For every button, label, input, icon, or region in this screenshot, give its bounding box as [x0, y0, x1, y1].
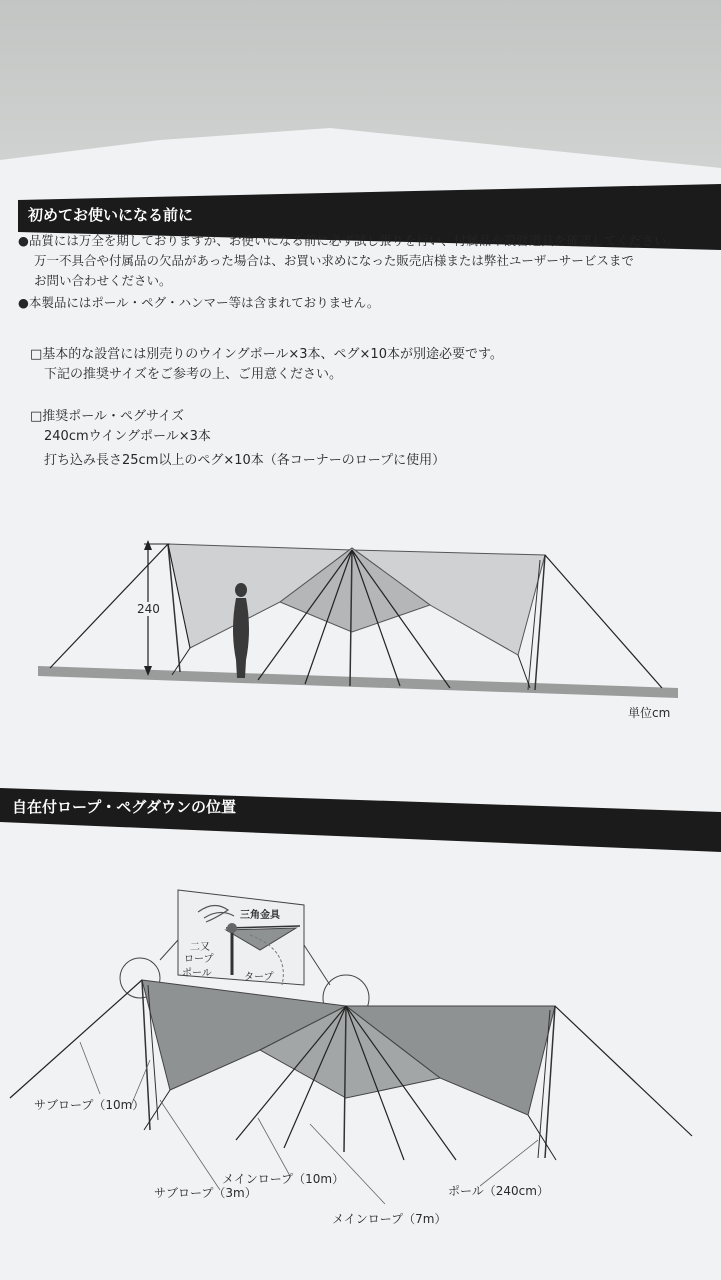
note-recommended-pole: 240cmウイングポール×3本	[44, 429, 211, 444]
inset-label-triangle-fitting: 三角金具	[240, 910, 280, 921]
label-main-rope-10m: メインロープ（10m）	[222, 1172, 345, 1186]
note-recommended-title: □推奨ポール・ペグサイズ	[30, 409, 184, 424]
inset-label-fork-rope-1: 二又	[190, 942, 210, 953]
inset-label-fork-rope-2: ロープ	[184, 954, 214, 965]
note-required-items-line2: 下記の推奨サイズをご参考の上、ご用意ください。	[44, 367, 342, 382]
section-heading-rope-position: 自在付ロープ・ペグダウンの位置	[12, 797, 236, 816]
bullet-quality-line2: 万一不具合や付属品の欠品があった場合は、お買い求めになった販売店様または弊社ユーザーサービスまで	[34, 253, 634, 268]
inset-label-tarp: タープ	[244, 972, 274, 983]
unit-label: 単位cm	[628, 706, 671, 720]
label-main-rope-7m: メインロープ（7m）	[332, 1212, 447, 1226]
label-pole-240: ポール（240cm）	[448, 1184, 549, 1198]
height-label: 240	[137, 602, 160, 616]
inset-label-pole: ポール	[182, 968, 212, 979]
note-recommended-peg: 打ち込み長さ25cm以上のペグ×10本（各コーナーのロープに使用）	[44, 453, 446, 468]
bullet-quality-line3: お問い合わせください。	[34, 273, 172, 288]
note-required-items-line1: □基本的な設営には別売りのウイングポール×3本、ペグ×10本が別途必要です。	[30, 347, 503, 362]
bullet-quality-line1: ●品質には万全を期しておりますが、お使いになる前に必ず試し張りを行い、付属品や設営道具を確認してください。	[18, 233, 679, 248]
bullet-not-included: ●本製品にはポール・ペグ・ハンマー等は含まれておりません。	[18, 295, 380, 310]
section-heading-first-use: 初めてお使いになる前に	[28, 205, 194, 224]
label-sub-rope-3m: サブロープ（3m）	[154, 1186, 257, 1200]
label-sub-rope-10m: サブロープ（10m）	[34, 1098, 145, 1112]
